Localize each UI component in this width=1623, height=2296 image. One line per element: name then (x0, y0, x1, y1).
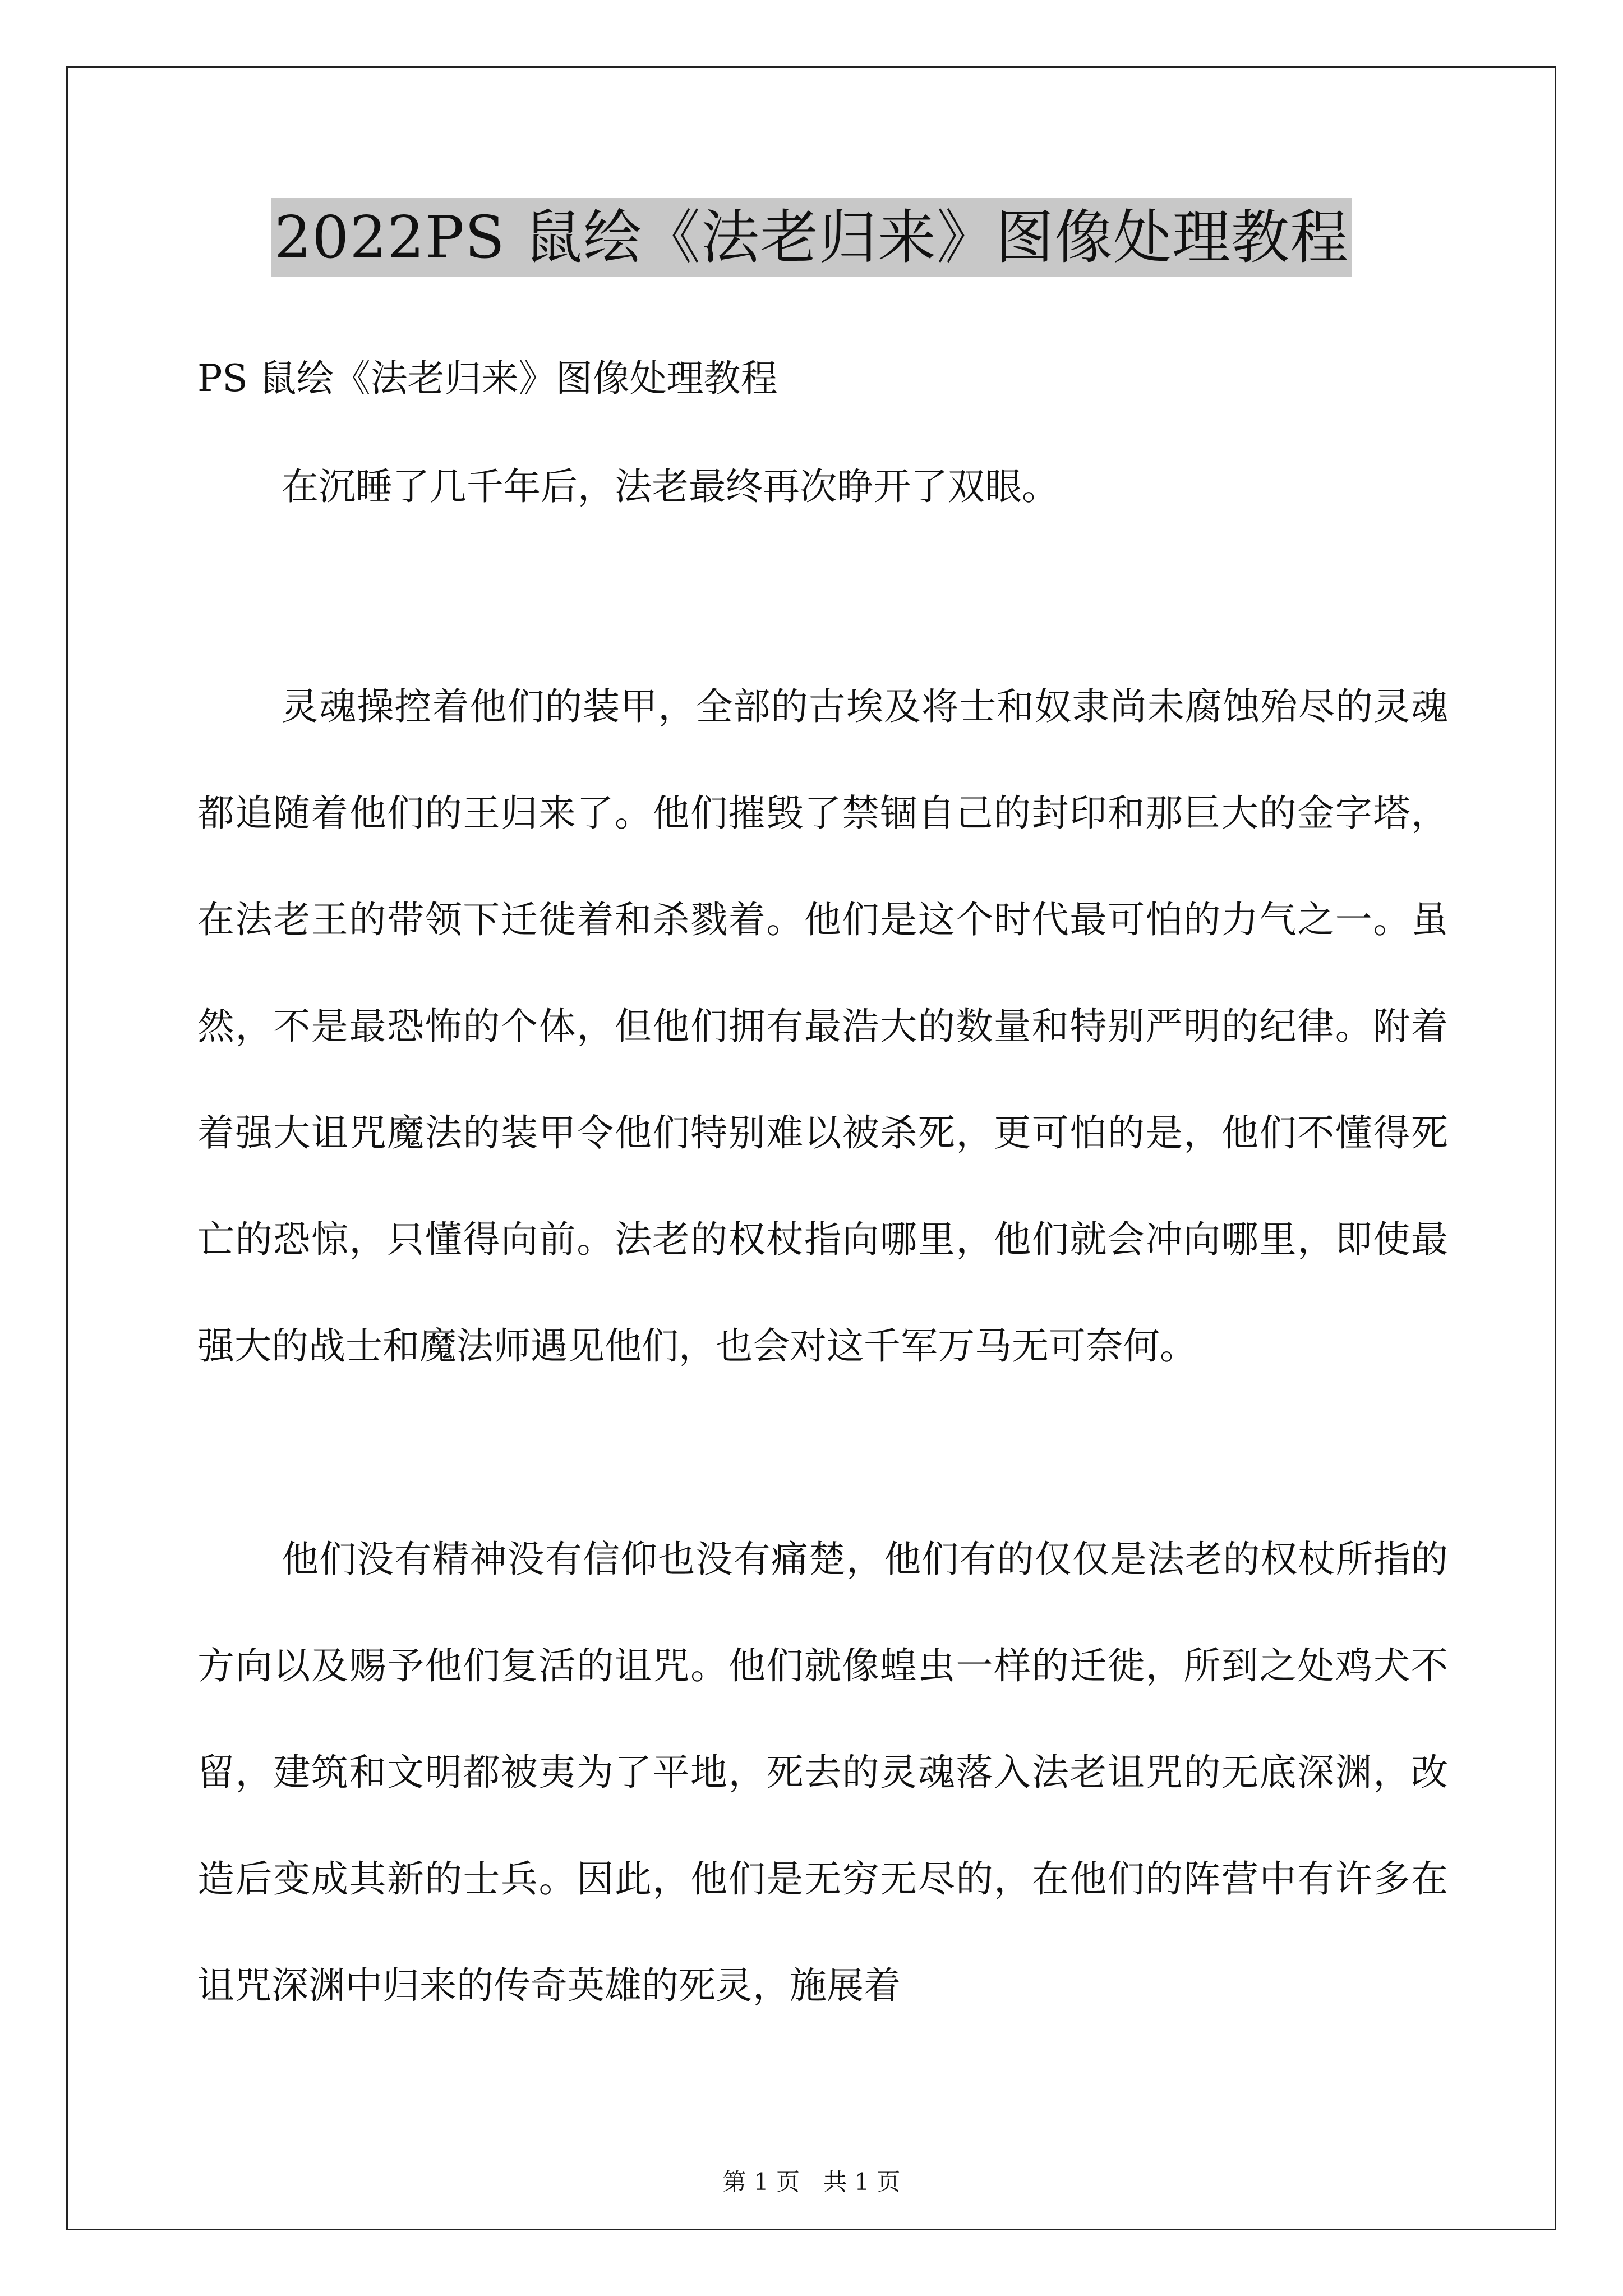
paragraph-2: 灵魂操控着他们的装甲，全部的古埃及将士和奴隶尚未腐蚀殆尽的灵魂都追随着他们的王归来了。他们摧毁了禁锢自己的封印和那巨大的金字塔，在法老王的带领下迁徙着和杀戮着。他们是这个时代最可怕的力气之一。虽然，不是最恐怖的个体，但他们拥有最浩大的数量和特别严明的纪律。附着着强大诅咒魔法的装甲令他们特别难以被杀死，更可怕的是，他们不懂得死亡的恐惊，只懂得向前。法老的权杖指向哪里，他们就会冲向哪里，即使最强大的战士和魔法师遇见他们，也会对这千军万马无可奈何。 (197, 685, 1448, 1368)
title-container (0, 198, 1623, 277)
page-footer: 第 1 页 共 1 页 (722, 2168, 901, 2196)
document-subtitle: PS 鼠绘《法老归来》图像处理教程 (197, 357, 778, 400)
document-title: 2022PS 鼠绘《法老归来》图像处理教程 (271, 198, 1352, 277)
paragraph-3: 他们没有精神没有信仰也没有痛楚，他们有的仅仅是法老的权杖所指的方向以及赐予他们复活的诅咒。他们就像蝗虫一样的迁徙，所到之处鸡犬不留，建筑和文明都被夷为了平地，死去的灵魂落入法老诅咒的无底深渊，改造后变成其新的士兵。因此，他们是无穷无尽的，在他们的阵营中有许多在诅咒深渊中归来的传奇英雄的死灵，施展着 (197, 1538, 1448, 2007)
paragraph-1: 在沉睡了几千年后，法老最终再次睁开了双眼。 (282, 465, 1059, 508)
